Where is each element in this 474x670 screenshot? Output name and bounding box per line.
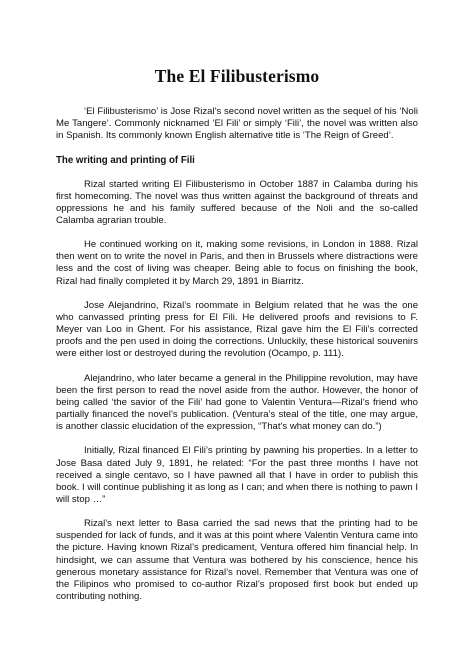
body-paragraph-6: Rizal’s next letter to Basa carried the sad news that the printing had to be suspended for lack of funds, and it was at this point where Valentin Ventura came into the picture. Having known Rizal’s predicament, Ventura offered him financial help. In hindsight, we can assume that Ventura was bothered by his conscience, hence his generous monetary assistance for Rizal’s novel. Remember that Ventura was one of the Filipinos who promised to co-author Rizal’s proposed first book but ended up contributing nothing.	[56, 518, 418, 602]
body-paragraph-4: Alejandrino, who later became a general in the Philippine revolution, may have been the first person to read the novel aside from the author. However, the honor of being called ‘the savior of the Fili’ had gone to Valentin Ventura—Rizal’s friend who partially financed the novel’s publication. (Ventura’s steal of the title, one may argue, is another classic elucidation of the expression, “That’s what money can do.”)	[56, 372, 418, 433]
body-paragraph-2: He continued working on it, making some revisions, in London in 1888. Rizal then went on to write the novel in Paris, and then in Brussels where distractions were less and the cost of living was cheaper. Being able to focus on finishing the book, Rizal had finally completed it by March 29, 1891 in Biarritz.	[56, 239, 418, 287]
document-title: The El Filibusterismo	[154, 66, 320, 86]
section-heading: The writing and printing of Fili	[56, 154, 195, 166]
body-paragraph-3: Jose Alejandrino, Rizal’s roommate in Belgium related that he was the one who canvassed printing press for El Fili. He delivered proofs and revisions to F. Meyer van Loo in Ghent. For his assistance, Rizal gave him the El Fili’s corrected proofs and the pen used in doing the corrections. Unluckily, these historical souvenirs were either lost or destroyed during the revolution (Ocampo, p. 111).	[56, 299, 418, 360]
body-paragraph-1: Rizal started writing El Filibusterismo in October 1887 in Calamba during his first homecoming. The novel was thus written against the background of threats and oppressions he and his family suffered because of the Noli and the so-called Calamba agrarian trouble.	[56, 178, 418, 226]
body-paragraph-5: Initially, Rizal financed El Fili’s printing by pawning his properties. In a letter to Jose Basa dated July 9, 1891, he related: “For the past three months I have not received a single centavo, so I have pawned all that I have in order to publish this book. I will continue publishing it as long as I can; and when there is nothing to pawn I will stop …”	[56, 445, 418, 505]
intro-paragraph: ‘El Filibusterismo’ is Jose Rizal’s second novel written as the sequel of his ‘Noli Me Tangere’. Commonly nicknamed ‘El Fili’ or simply ‘Fili’, the novel was written also in Spanish. Its commonly known English alternative title is ‘The Reign of Greed’.	[56, 106, 418, 142]
